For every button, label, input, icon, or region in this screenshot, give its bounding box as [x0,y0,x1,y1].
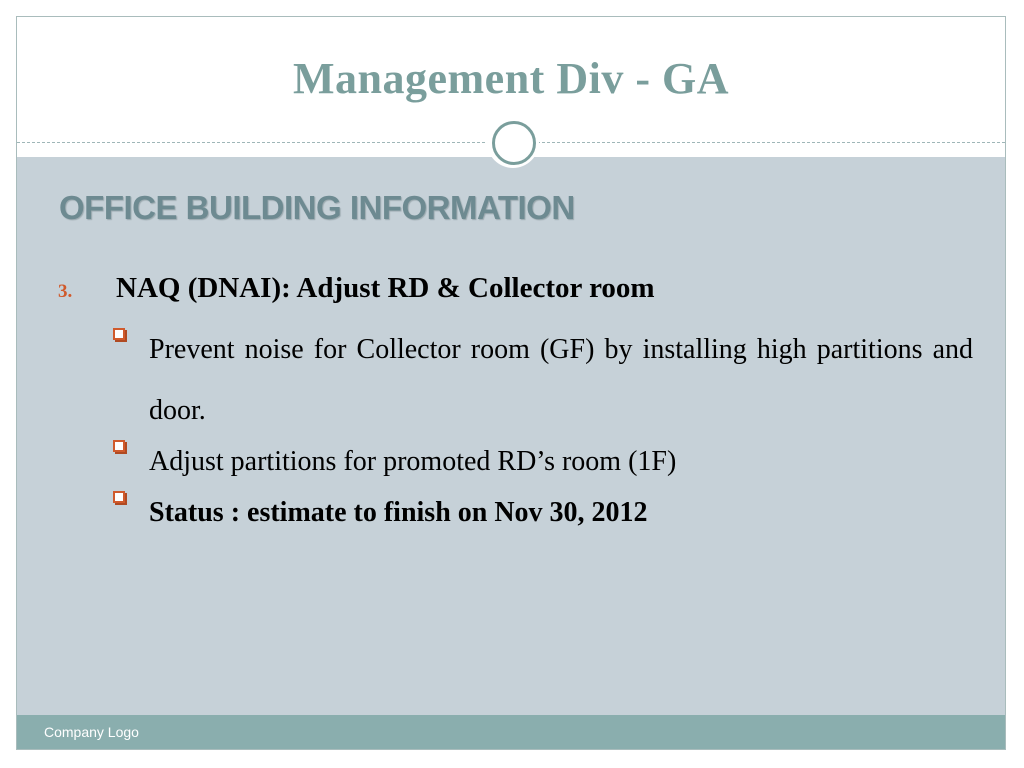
circle-ornament-icon [487,116,539,168]
company-logo-text: Company Logo [44,724,139,740]
list-item [111,319,973,441]
section-heading: OFFICE BUILDING INFORMATION [59,189,575,226]
slide-title: Management Div - GA [293,54,729,103]
checkbox-bullet-icon [113,491,125,503]
checkbox-bullet-icon [113,440,125,452]
bullet-text: Status : estimate to finish on Nov 30, 2012 [149,497,648,528]
item-title: NAQ (DNAI): Adjust RD & Collector room [116,272,655,304]
bullet-text: Prevent noise for Collector room (GF) by installing high partitions and door. [149,334,973,426]
bullet-list [111,335,973,549]
ring-icon [492,121,536,165]
item-number: 3. [58,281,73,302]
list-item [111,482,973,543]
bullet-text: Adjust partitions for promoted RD’s room (1F) [149,446,677,477]
numbered-item [58,272,655,305]
slide-footer [17,715,1005,749]
checkbox-bullet-icon [113,328,125,340]
slide [16,16,1006,750]
